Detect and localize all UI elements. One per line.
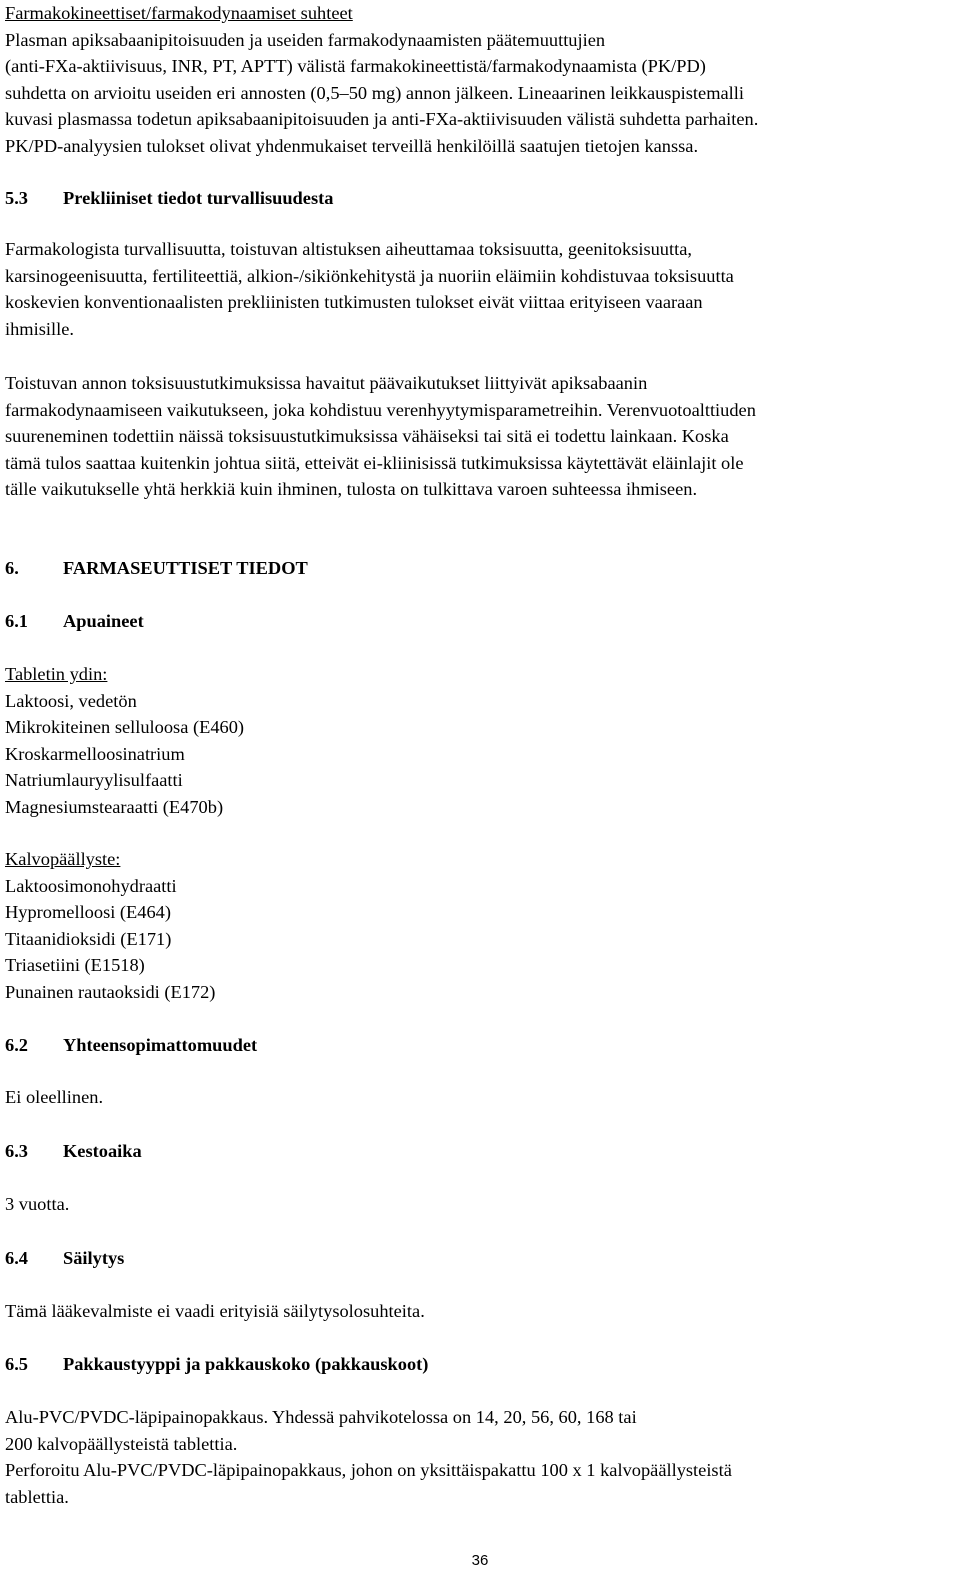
- section-title: FARMASEUTTISET TIEDOT: [63, 558, 308, 578]
- pkpd-line: PK/PD-analyysien tulokset olivat yhdenmukaiset terveillä henkilöillä saatujen tietojen kanssa.: [5, 135, 699, 156]
- list-item: Laktoosi, vedetön: [5, 690, 137, 711]
- section-title: Prekliiniset tiedot turvallisuudesta: [63, 188, 334, 208]
- section-6-4-heading: [5, 1245, 950, 1272]
- section-6-1-heading: [5, 608, 950, 635]
- section-title: Säilytys: [63, 1248, 125, 1268]
- section-number: 6.2: [5, 1035, 28, 1055]
- list-item: Titaanidioksidi (E171): [5, 928, 172, 949]
- section-6-3-text: 3 vuotta.: [5, 1194, 70, 1214]
- section-6-5-heading: [5, 1351, 950, 1378]
- film-coating-list: [5, 846, 950, 1005]
- section-6-2-text: Ei oleellinen.: [5, 1087, 104, 1107]
- paragraph-line: Alu-PVC/PVDC-läpipainopakkaus. Yhdessä pahvikotelossa on 14, 20, 56, 60, 168 tai: [5, 1407, 637, 1427]
- list-item: Laktoosimonohydraatti: [5, 875, 177, 896]
- pkpd-heading: Farmakokineettiset/farmakodynaamiset suhteet: [5, 3, 353, 23]
- section-title: Kestoaika: [63, 1141, 142, 1161]
- paragraph-line: ihmisille.: [5, 318, 74, 339]
- pkpd-line: (anti-FXa-aktiivisuus, INR, PT, APTT) välistä farmakokineettistä/farmakodynaamista (PK/PD): [5, 56, 706, 76]
- paragraph-line: tablettia.: [5, 1486, 69, 1507]
- section-title: Apuaineet: [63, 611, 144, 631]
- section-number: 6.5: [5, 1354, 28, 1374]
- section-6-5-text: [5, 1404, 950, 1510]
- section-6-2-heading: [5, 1032, 950, 1059]
- pkpd-line: suhdetta on arvioitu useiden eri annosten (0,5–50 mg) annon jälkeen. Lineaarinen leikkauspistemalli: [5, 82, 744, 103]
- film-coating-label: Kalvopäällyste:: [5, 849, 121, 869]
- section-5-3-paragraph-2: [5, 370, 950, 503]
- paragraph-line: karsinogeenisuutta, fertiliteettiä, alkion-/sikiönkehitystä ja nuoriin eläimiin kohdistuvaa toksisuutta: [5, 265, 734, 286]
- list-item: Triasetiini (E1518): [5, 955, 145, 975]
- paragraph-line: tälle vaikutukselle yhtä herkkiä kuin ihminen, tulosta on tulkittava varoen suhteessa ihmiseen.: [5, 479, 698, 499]
- section-6-3-heading: [5, 1138, 950, 1165]
- pkpd-section: [5, 0, 950, 159]
- pkpd-line: kuvasi plasmassa todetun apiksabaanipitoisuuden ja anti-FXa-aktiivisuuden välistä suhdetta parhaiten.: [5, 109, 759, 129]
- paragraph-line: 200 kalvopäällysteistä tablettia.: [5, 1433, 238, 1454]
- section-number: 6.3: [5, 1141, 28, 1161]
- list-item: Mikrokiteinen selluloosa (E460): [5, 717, 245, 737]
- section-6-heading: [5, 555, 950, 582]
- paragraph-line: tämä tulos saattaa kuitenkin johtua siitä, etteivät ei-kliinisissä tutkimuksissa käytettävät eläinlajit ole: [5, 452, 744, 473]
- paragraph-line: koskevien konventionaalisten prekliinisten tutkimusten tulokset eivät viittaa erityiseen vaaraan: [5, 292, 703, 312]
- tablet-core-label: Tabletin ydin:: [5, 664, 108, 684]
- section-number: 5.3: [5, 188, 28, 208]
- paragraph-line: Toistuvan annon toksisuustutkimuksissa havaitut päävaikutukset liittyivät apiksabaanin: [5, 373, 648, 393]
- section-5-3-paragraph-1: [5, 236, 950, 342]
- paragraph-line: Perforoitu Alu-PVC/PVDC-läpipainopakkaus, johon on yksittäispakattu 100 x 1 kalvopäällysteistä: [5, 1460, 732, 1480]
- section-6-4-text: Tämä lääkevalmiste ei vaadi erityisiä säilytysolosuhteita.: [5, 1301, 425, 1321]
- tablet-core-list: [5, 661, 950, 820]
- pkpd-line: Plasman apiksabaanipitoisuuden ja useiden farmakodynaamisten päätemuuttujien: [5, 29, 606, 50]
- list-item: Punainen rautaoksidi (E172): [5, 981, 216, 1002]
- paragraph-line: Farmakologista turvallisuutta, toistuvan altistuksen aiheuttamaa toksisuutta, geenitoksisuutta,: [5, 239, 692, 259]
- section-number: 6.: [5, 558, 19, 578]
- list-item: Hypromelloosi (E464): [5, 902, 172, 922]
- list-item: Kroskarmelloosinatrium: [5, 743, 185, 764]
- list-item: Magnesiumstearaatti (E470b): [5, 796, 224, 817]
- section-number: 6.1: [5, 611, 28, 631]
- paragraph-line: farmakodynaamiseen vaikutukseen, joka kohdistuu verenhyytymisparametreihin. Verenvuotoalttiuden: [5, 399, 756, 420]
- page-number: 36: [471, 1552, 489, 1569]
- list-item: Natriumlauryylisulfaatti: [5, 770, 183, 790]
- paragraph-line: suureneminen todettiin näissä toksisuustutkimuksissa vähäiseksi tai sitä ei todettu lainkaan. Koska: [5, 426, 729, 446]
- section-title: Pakkaustyyppi ja pakkauskoko (pakkauskoot): [63, 1354, 429, 1374]
- section-title: Yhteensopimattomuudet: [63, 1035, 258, 1055]
- section-number: 6.4: [5, 1248, 28, 1268]
- section-5-3-heading: [5, 185, 950, 212]
